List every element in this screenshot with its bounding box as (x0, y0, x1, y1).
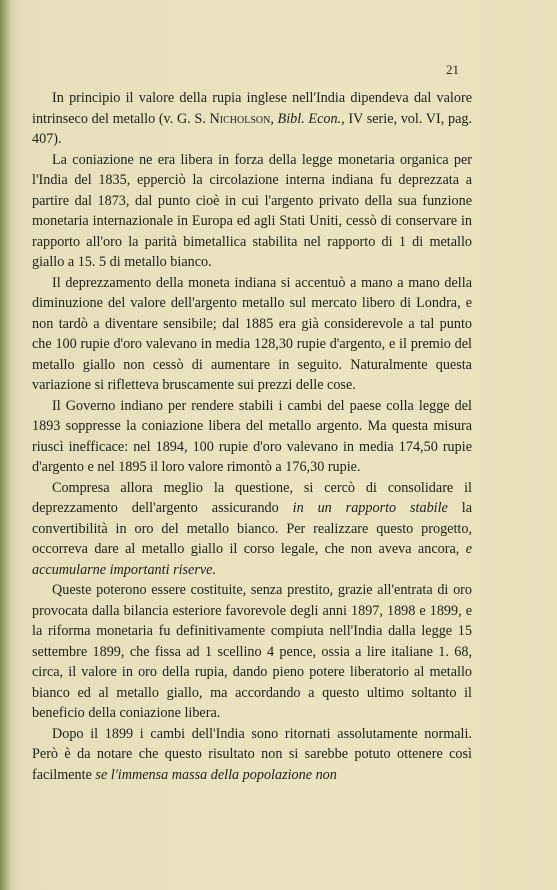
paragraph (32, 273, 472, 396)
text-span: Il deprezzamento della moneta indiana si accentuò a mano a mano della diminuzione del valore dell'argento metallo sul mercato libero di Londra, e non tardò a diventare sensibile; dal 1885 era già considerevole a tal punto che 100 rupie d'oro valevano in media 128,30 rupie d'argento, e il premio del metallo giallo non cessò di aumentare in seguito. Naturalmente questa variazione si rifletteva bruscamente sui prezzi delle cose. (32, 274, 472, 393)
emphasis-text: e accumularne importanti riserve. (32, 541, 472, 578)
text-span: Compresa allora meglio la questione, si cercò di consolidare il deprezzamento dell'argento assicurando (32, 479, 472, 516)
text-span: In principio il valore della rupia inglese nell'India dipendeva dal valore intrinseco del metallo (v. G. S. (32, 90, 472, 127)
author-name: Nicholson (209, 110, 271, 127)
text-span: , (270, 110, 278, 127)
emphasis-text: in un rapporto stabile (292, 500, 448, 516)
paragraph (32, 150, 472, 273)
paragraph (32, 724, 472, 786)
text-span: La coniazione ne era libera in forza della legge monetaria organica per l'India del 1835, epperciò la circolazione interna indiana fu deprezzata a partire dal 1873, dal punto cioè in cui l'argento privato della sua funzione monetaria internazionale in Europa ed agli Stati Uniti, cessò di conservare in rapporto all'oro la parità bimetallica stabilita nel rapporto di 1 di metallo giallo a 15. 5 di metallo bianco. (32, 151, 472, 270)
text-span: , IV serie, vol. VI, pag. 407). (32, 110, 473, 147)
publication-title: Bibl. Econ. (277, 110, 342, 127)
paragraph (32, 88, 472, 150)
body-text (32, 88, 472, 785)
text-span: Il Governo indiano per rendere stabili i cambi del paese colla legge del 1893 soppresse la coniazione libera del metallo argento. Ma questa misura riuscì inefficace: nel 1894, 100 rupie d'oro valevano in media 174,50 rupie d'argento e nel 1895 il loro valore rimontò a 176,30 rupie. (32, 397, 472, 475)
emphasis-text: se l'immensa massa della popolazione non (95, 766, 337, 783)
text-span: Dopo il 1899 i cambi dell'India sono ritornati assolutamente normali. Però è da notare che questo risultato non si sarebbe potuto ottenere così facilmente (32, 725, 472, 783)
paragraph (32, 580, 472, 724)
text-span: Queste poterono essere costituite, senza prestito, grazie all'entrata di oro provocata dalla bilancia esteriore favorevole degli anni 1897, 1898 e 1899, e la riforma monetaria fu definitivamente compiuta nell'India dalla legge 15 settembre 1899, che fissa ad 1 scellino 4 pence, ossia a lire italiane 1. 68, circa, il valore in oro della rupia, dando pieno potere liberatorio al metallo bianco ed al metallo giallo, ma accordando a questo ultimo soltanto il beneficio della coniazione libera. (32, 582, 472, 721)
text-span: la convertibilità in oro del metallo bianco. Per realizzare questo progetto, occorreva dare al metallo giallo il corso legale, che non aveva ancora, (32, 500, 472, 557)
page-number: 21 (446, 62, 459, 77)
paragraph (32, 396, 472, 478)
paragraph (32, 478, 472, 581)
